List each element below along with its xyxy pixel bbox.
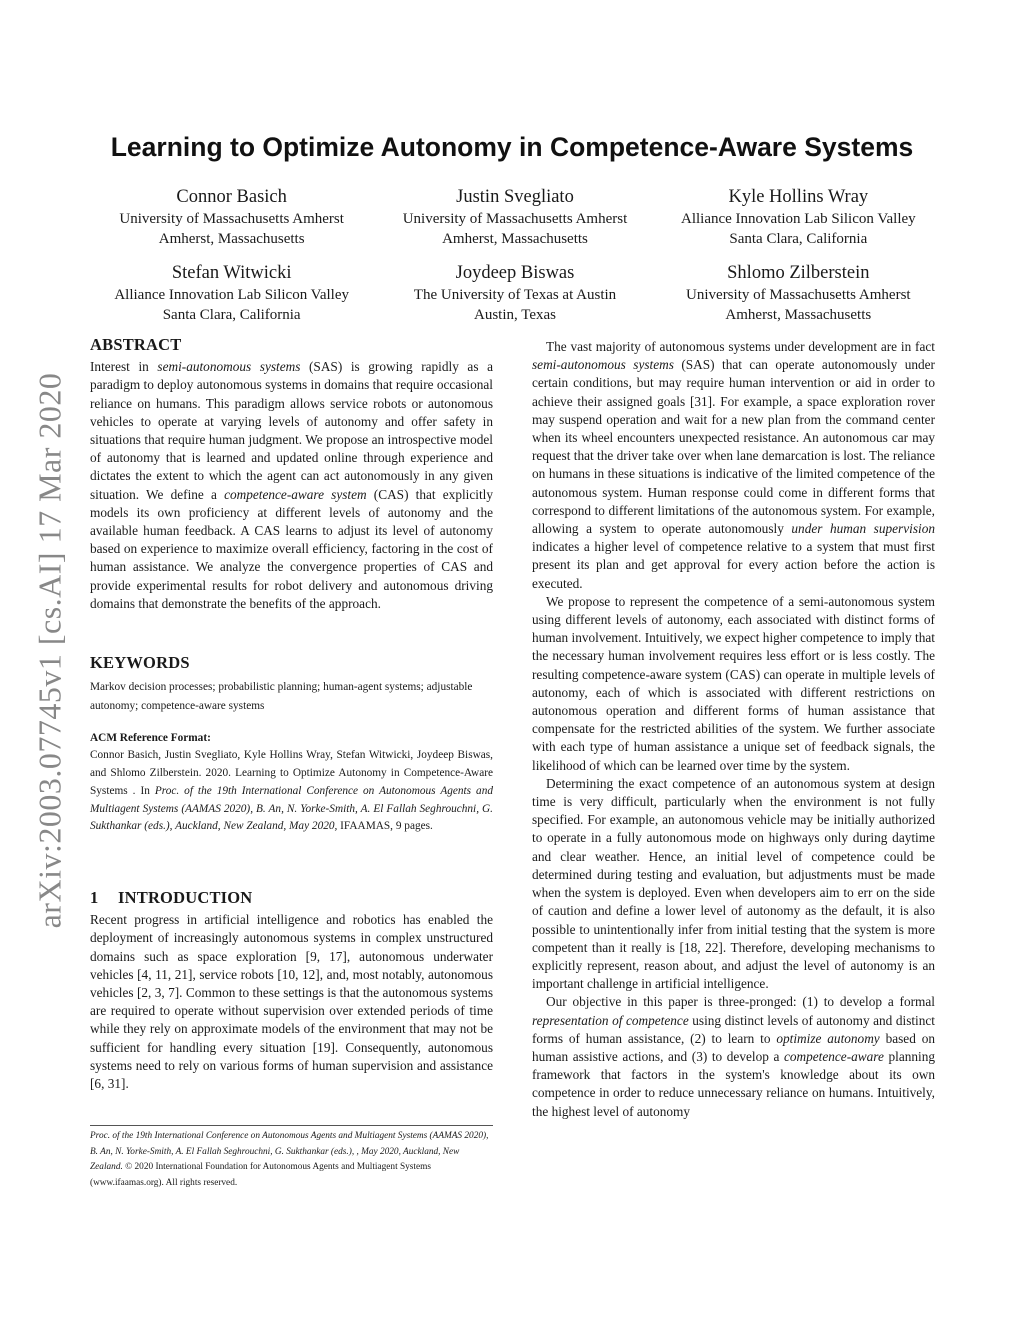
author-affiliation: The University of Texas at Austin: [413, 287, 617, 303]
abstract-section: [90, 336, 493, 613]
author-name: Connor Basich: [176, 187, 287, 207]
author-location: Santa Clara, California: [162, 307, 301, 323]
introduction-heading: [90, 889, 493, 907]
body-paragraph: We propose to represent the competence of a semi-autonomous system using different levels of autonomy, each associated with distinct forms of human involvement. Intuitively, we expect higher competence to imply that the necessary human involvement requires less effort or is less costly. The resulting competence-aware system (CAS) can operate in multiple levels of autonomy, each of which is associated with different restrictions on autonomous operation and different forms of human assistance that compensate for the restricted abilities of the system. We further associate with each type of human assistance a unique set of feedback signals, the likelihood of which can be learned over time by the system.: [532, 593, 935, 773]
keywords-heading: KEYWORDS: [90, 653, 190, 672]
abstract-heading: ABSTRACT: [90, 335, 182, 354]
introduction-paragraph: Recent progress in artificial intelligence and robotics has enabled the deployment of increasingly autonomous systems in complex unstructured domains such as space exploration [9, 17], autonomous underwater vehicles [4, 11, 21], service robots [10, 12], and, most notably, autonomous vehicles [2, 3, 7]. Common to these settings is that the autonomous systems are required to operate without supervision over extended periods of time while they rely on approximate models of the environment that may not be sufficient for handling every situation [19]. Consequently, autonomous systems need to rely on various forms of human supervision and assistance [6, 31].: [90, 912, 493, 1092]
section-number: 1: [90, 888, 99, 907]
author-name: Justin Svegliato: [456, 187, 574, 207]
body-paragraph: Determining the exact competence of an autonomous system at design time is very difficult, particularly when the environment is not fully specified. For example, an autonomous vehicle may be initially authorized to operate in a fully autonomous mode on highways only during daytime and clear weather. Hence, an initial level of competence could be determined during testing and evaluation, but adjustments must be made when the system is deployed. Even when developers aim to err on the side of caution and define a lower level of autonomy as the default, it is also possible to unintentionally infer from initial testing that the system is more competent than it really is [18, 22]. Therefore, developing mechanisms to explicitly represent, reason about, and adjust the level of autonomy is an important challenge in artificial intelligence.: [532, 775, 935, 992]
author-affiliation: University of Massachusetts Amherst: [402, 211, 628, 227]
acm-reference-text: Connor Basich, Justin Svegliato, Kyle Hollins Wray, Stefan Witwicki, Joydeep Biswas, and Shlomo Zilberstein. 2020. Learning to Optimize Autonomy in Competence-Aware Systems . In Proc. of the 19th International Conference on Autonomous Agents and Multiagent Systems (AAMAS 2020), B. An, N. Yorke-Smith, A. El Fallah Seghrouchni, G. Sukthankar (eds.), Auckland, New Zealand, May 2020, IFAAMAS, 9 pages.: [90, 749, 493, 833]
body-paragraph: Our objective in this paper is three-pronged: (1) to develop a formal representation of competence using distinct levels of autonomy and distinct forms of human assistance, (2) to learn to optimize autonomy based on human assistive actions, and (3) to develop a competence-aware planning framework that factors in the system's knowledge about its own competence in order to reduce unnecessary reliance on humans. Intuitively, the highest level of autonomy: [532, 994, 936, 1119]
author-affiliation: Alliance Innovation Lab Silicon Valley: [114, 287, 349, 303]
section-title-text: INTRODUCTION: [118, 888, 253, 907]
author-location: Amherst, Massachusetts: [442, 231, 588, 247]
keywords-section: [90, 654, 493, 715]
author-block: [373, 185, 656, 249]
author-affiliation: Alliance Innovation Lab Silicon Valley: [680, 211, 916, 227]
paper-title: Learning to Optimize Autonomy in Competence-Aware Systems: [110, 132, 914, 162]
introduction-section: [90, 889, 493, 1093]
author-name: Stefan Witwicki: [171, 263, 292, 283]
acm-reference-section: [90, 729, 493, 836]
author-affiliation: University of Massachusetts Amherst: [686, 287, 911, 303]
author-row-1: [90, 185, 940, 249]
author-block: [657, 185, 940, 249]
author-location: Amherst, Massachusetts: [158, 231, 305, 247]
author-block: [657, 261, 940, 325]
acm-reference-heading: ACM Reference Format:: [90, 732, 211, 744]
author-row-2: [90, 261, 940, 325]
author-block: [373, 261, 656, 325]
arxiv-identifier: arXiv:2003.07745v1 [cs.AI] 17 Mar 2020: [31, 372, 68, 928]
arxiv-sidebar: [33, 355, 67, 945]
body-paragraph: The vast majority of autonomous systems under development are in fact semi-autonomous systems (SAS) that can operate autonomously under certain conditions, but may require human intervention or aid in order to achieve their assigned goals [31]. For example, a space exploration rover may suspend operation and wait for a new plan from the command center when its wheel encounters unexpected resistance. An autonomous car may request that the driver take over when lane demarcation is lost. The reliance on humans in these situations is indicative of the limited competence of the autonomous system. Human response could come in different forms that correspond to different limitations of the autonomous system. For example, allowing a system to operate autonomously under human supervision indicates a higher level of competence relative to a system that must first present its plan and get approval for every action before the action is executed.: [532, 339, 935, 591]
author-location: Santa Clara, California: [729, 231, 868, 247]
author-block: [90, 185, 373, 249]
author-location: Austin, Texas: [473, 307, 556, 323]
author-location: Amherst, Massachusetts: [725, 307, 872, 323]
right-column-body: [532, 338, 935, 1121]
author-name: Shlomo Zilberstein: [727, 263, 870, 283]
author-affiliation: University of Massachusetts Amherst: [119, 211, 344, 227]
author-name: Joydeep Biswas: [455, 263, 575, 283]
copyright-footnote: Proc. of the 19th International Conference on Autonomous Agents and Multiagent Systems (AAMAS 2020), B. An, N. Yorke-Smith, A. El Fallah Seghrouchni, G. Sukthankar (eds.), , May 2020, Auckland, New Zealand. © 2020 International Foundation for Autonomous Agents and Multiagent Systems (www.ifaamas.org). All rights reserved.: [90, 1125, 493, 1191]
keywords-text: Markov decision processes; probabilistic planning; human-agent systems; adjustable autonomy; competence-aware systems: [90, 681, 473, 712]
abstract-text: Interest in semi-autonomous systems (SAS) is growing rapidly as a paradigm to deploy autonomous systems in domains that require occasional reliance on humans. This paradigm allows service robots or autonomous vehicles to operate at varying levels of autonomy and offer safety in situations that require human judgment. We propose an introspective model of autonomy that is learned and updated online through experience and dictates the extent to which the agent can act autonomously in any given situation. We define a competence-aware system (CAS) that explicitly models its own proficiency at different levels of autonomy and the available human feedback. A CAS learns to adjust its level of autonomy based on experience to maximize overall efficiency, factoring in the cost of human assistance. We analyze the convergence properties of CAS and provide experimental results for robot delivery and autonomous driving domains that demonstrate the benefits of the approach.: [90, 359, 493, 611]
author-name: Kyle Hollins Wray: [728, 187, 869, 207]
author-block: [90, 261, 373, 325]
